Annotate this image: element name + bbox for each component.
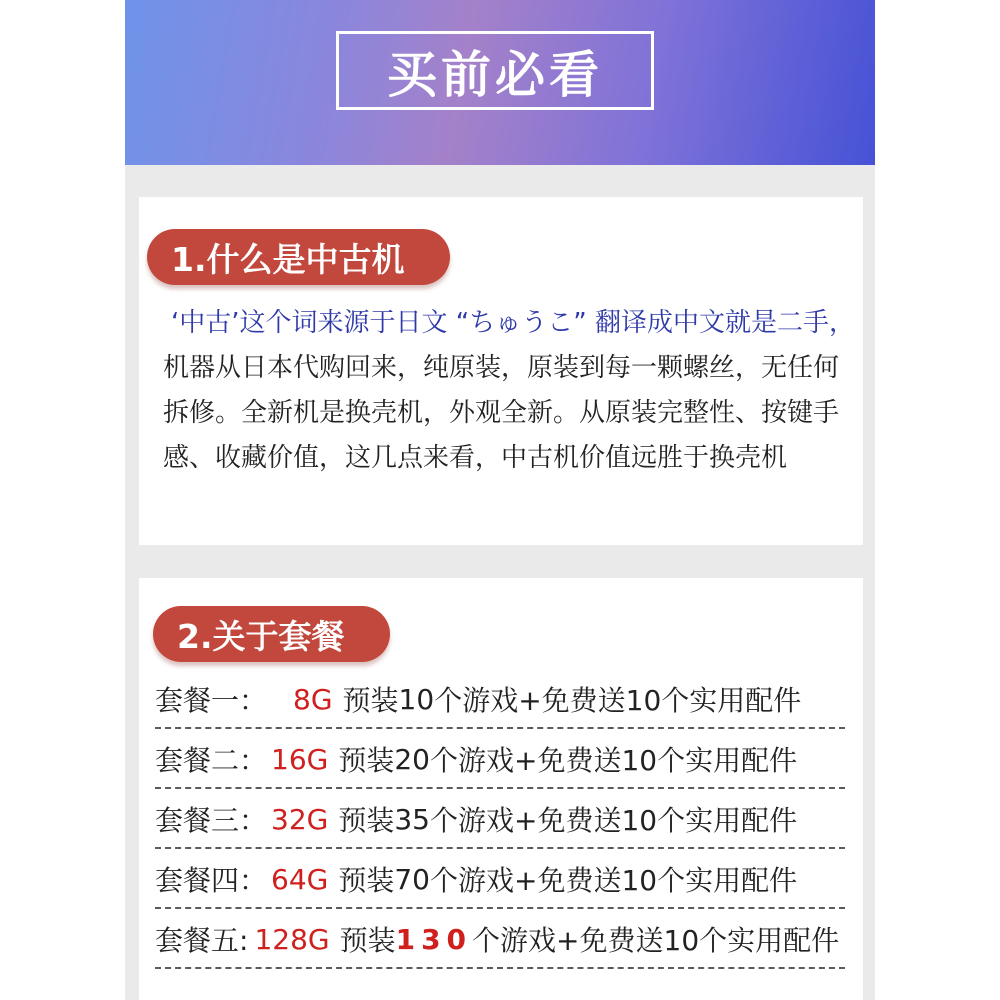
package-suffix: 个游戏+免费送10个实用配件 bbox=[430, 744, 798, 777]
package-row-2 bbox=[155, 731, 845, 789]
package-capacity: 64G bbox=[271, 862, 329, 896]
product-detail-page bbox=[125, 0, 875, 1000]
section-packages-card bbox=[139, 578, 863, 1000]
section-heading-pill: 1.什么是中古机 bbox=[147, 229, 450, 285]
package-suffix: 个游戏+免费送10个实用配件 bbox=[472, 924, 840, 957]
package-game-count: 35 bbox=[394, 802, 430, 836]
package-suffix: 个游戏+免费送10个实用配件 bbox=[430, 804, 798, 837]
banner-title: 买前必看 bbox=[387, 45, 603, 104]
package-capacity: 128G bbox=[254, 922, 330, 956]
section-heading-pill: 2.关于套餐 bbox=[153, 606, 390, 662]
package-prefix: 预装 bbox=[338, 744, 395, 777]
package-prefix: 预装 bbox=[338, 804, 395, 837]
package-capacity: 16G bbox=[271, 742, 329, 776]
package-label: 套餐二： bbox=[155, 744, 268, 777]
header-banner bbox=[125, 0, 875, 165]
package-row-3 bbox=[155, 791, 845, 849]
package-suffix: 个游戏+免费送10个实用配件 bbox=[430, 864, 798, 897]
package-prefix: 预装 bbox=[342, 684, 399, 717]
package-row-4 bbox=[155, 851, 845, 909]
package-capacity: 8G bbox=[293, 682, 333, 716]
section-used-console-card bbox=[139, 197, 863, 545]
package-label: 套餐一： bbox=[155, 684, 268, 717]
package-prefix: 预装 bbox=[338, 864, 395, 897]
package-game-count: 10 bbox=[398, 682, 435, 716]
package-suffix: 个游戏+免费送10个实用配件 bbox=[434, 684, 802, 717]
package-prefix: 预装 bbox=[339, 924, 396, 957]
paragraph-highlight: ‘中古’这个词来源于日文 “ちゅうこ” 翻译成中文就是二手， bbox=[171, 308, 855, 338]
paragraph-body: 机器从日本代购回来，纯原装，原装到每一颗螺丝，无任何拆修。全新机是换壳机，外观全新。从原装完整性、按键手感、收藏价值，这几点来看，中古机价值远胜于换壳机 bbox=[163, 353, 840, 473]
package-row-5 bbox=[155, 911, 845, 969]
section-paragraph bbox=[163, 301, 855, 481]
package-game-count: 20 bbox=[394, 742, 430, 776]
package-label: 套餐五: bbox=[155, 924, 249, 957]
package-label: 套餐四： bbox=[155, 864, 268, 897]
banner-title-frame bbox=[336, 31, 654, 110]
package-game-count: 70 bbox=[394, 862, 430, 896]
package-capacity: 32G bbox=[271, 802, 329, 836]
package-row-1 bbox=[155, 671, 845, 729]
package-game-count: 130 bbox=[395, 922, 473, 956]
package-label: 套餐三： bbox=[155, 804, 268, 837]
